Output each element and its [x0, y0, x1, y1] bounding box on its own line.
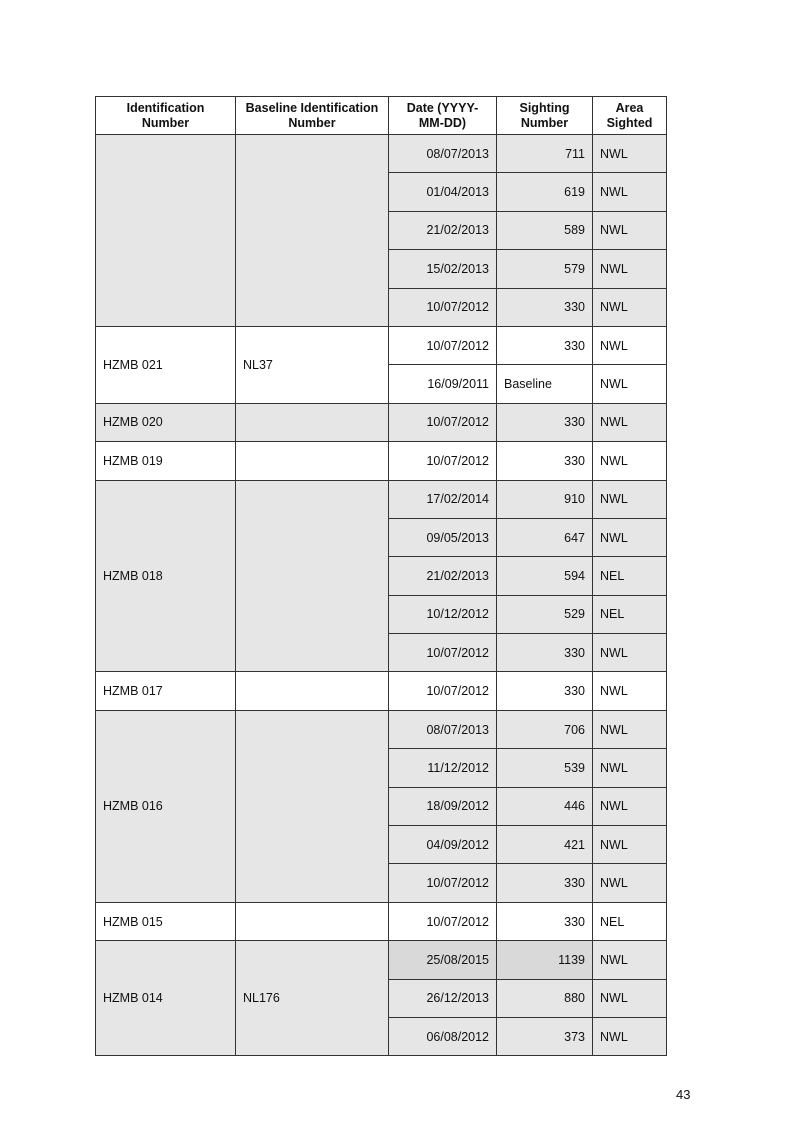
- area-sighted-cell: NWL: [593, 288, 667, 326]
- area-sighted-cell: NWL: [593, 749, 667, 787]
- identification-number-cell: HZMB 015: [96, 902, 236, 940]
- area-sighted-cell: NWL: [593, 173, 667, 211]
- header-identification-number: Identification Number: [96, 97, 236, 135]
- table-row: [96, 710, 667, 748]
- page-number: 43: [676, 1087, 691, 1102]
- sighting-number-cell: 373: [497, 1017, 593, 1055]
- area-sighted-cell: NWL: [593, 365, 667, 403]
- sighting-number-cell: 330: [497, 672, 593, 710]
- date-cell: 04/09/2012: [389, 826, 497, 864]
- date-cell: 10/07/2012: [389, 326, 497, 364]
- area-sighted-cell: NWL: [593, 672, 667, 710]
- baseline-identification-cell: [236, 902, 389, 940]
- baseline-identification-cell: [236, 442, 389, 480]
- sighting-number-cell: 579: [497, 250, 593, 288]
- sighting-number-cell: 330: [497, 864, 593, 902]
- table-row: [96, 135, 667, 173]
- area-sighted-cell: NEL: [593, 595, 667, 633]
- date-cell: 10/07/2012: [389, 634, 497, 672]
- date-cell: 06/08/2012: [389, 1017, 497, 1055]
- header-area-sighted: Area Sighted: [593, 97, 667, 135]
- sighting-number-cell: 330: [497, 442, 593, 480]
- identification-number-cell: HZMB 020: [96, 403, 236, 441]
- baseline-identification-cell: [236, 480, 389, 672]
- sighting-number-cell: 647: [497, 518, 593, 556]
- area-sighted-cell: NWL: [593, 787, 667, 825]
- date-cell: 10/07/2012: [389, 864, 497, 902]
- sightings-table: [95, 96, 667, 1056]
- area-sighted-cell: NEL: [593, 902, 667, 940]
- table-row: [96, 672, 667, 710]
- area-sighted-cell: NWL: [593, 403, 667, 441]
- date-cell: 10/12/2012: [389, 595, 497, 633]
- area-sighted-cell: NWL: [593, 634, 667, 672]
- area-sighted-cell: NWL: [593, 864, 667, 902]
- date-cell: 25/08/2015: [389, 941, 497, 979]
- identification-number-cell: HZMB 018: [96, 480, 236, 672]
- date-cell: 10/07/2012: [389, 902, 497, 940]
- baseline-identification-cell: [236, 672, 389, 710]
- area-sighted-cell: NWL: [593, 326, 667, 364]
- table-row: [96, 902, 667, 940]
- baseline-identification-cell: [236, 135, 389, 327]
- date-cell: 10/07/2012: [389, 403, 497, 441]
- date-cell: 09/05/2013: [389, 518, 497, 556]
- date-cell: 01/04/2013: [389, 173, 497, 211]
- date-cell: 21/02/2013: [389, 211, 497, 249]
- area-sighted-cell: NWL: [593, 710, 667, 748]
- date-cell: 15/02/2013: [389, 250, 497, 288]
- area-sighted-cell: NWL: [593, 211, 667, 249]
- date-cell: 18/09/2012: [389, 787, 497, 825]
- sighting-number-cell: 594: [497, 557, 593, 595]
- area-sighted-cell: NWL: [593, 979, 667, 1017]
- sighting-number-cell: 706: [497, 710, 593, 748]
- table-row: [96, 480, 667, 518]
- area-sighted-cell: NWL: [593, 135, 667, 173]
- identification-number-cell: [96, 135, 236, 327]
- baseline-identification-cell: [236, 403, 389, 441]
- baseline-identification-cell: NL176: [236, 941, 389, 1056]
- sighting-number-cell: 1139: [497, 941, 593, 979]
- table-row: [96, 326, 667, 364]
- identification-number-cell: HZMB 014: [96, 941, 236, 1056]
- sighting-number-cell: 880: [497, 979, 593, 1017]
- area-sighted-cell: NEL: [593, 557, 667, 595]
- area-sighted-cell: NWL: [593, 941, 667, 979]
- date-cell: 10/07/2012: [389, 288, 497, 326]
- table-body: [96, 135, 667, 1056]
- area-sighted-cell: NWL: [593, 480, 667, 518]
- table-row: [96, 403, 667, 441]
- sighting-number-cell: 711: [497, 135, 593, 173]
- area-sighted-cell: NWL: [593, 442, 667, 480]
- date-cell: 16/09/2011: [389, 365, 497, 403]
- date-cell: 21/02/2013: [389, 557, 497, 595]
- table-row: [96, 941, 667, 979]
- sighting-number-cell: 619: [497, 173, 593, 211]
- header-baseline-identification-number: Baseline Identification Number: [236, 97, 389, 135]
- sighting-number-cell: 421: [497, 826, 593, 864]
- sighting-number-cell: 330: [497, 326, 593, 364]
- identification-number-cell: HZMB 016: [96, 710, 236, 902]
- sighting-number-cell: 529: [497, 595, 593, 633]
- sighting-number-cell: 910: [497, 480, 593, 518]
- date-cell: 10/07/2012: [389, 442, 497, 480]
- sighting-number-cell: 539: [497, 749, 593, 787]
- sighting-number-cell: 330: [497, 634, 593, 672]
- identification-number-cell: HZMB 021: [96, 326, 236, 403]
- date-cell: 10/07/2012: [389, 672, 497, 710]
- sighting-number-cell: 330: [497, 288, 593, 326]
- sighting-number-cell: 589: [497, 211, 593, 249]
- header-sighting-number: Sighting Number: [497, 97, 593, 135]
- area-sighted-cell: NWL: [593, 518, 667, 556]
- date-cell: 17/02/2014: [389, 480, 497, 518]
- header-row: [96, 97, 667, 135]
- sighting-number-cell: 330: [497, 902, 593, 940]
- table-row: [96, 442, 667, 480]
- sighting-number-cell: 446: [497, 787, 593, 825]
- identification-number-cell: HZMB 017: [96, 672, 236, 710]
- identification-number-cell: HZMB 019: [96, 442, 236, 480]
- header-date: Date (YYYY-MM-DD): [389, 97, 497, 135]
- sighting-number-cell: Baseline: [497, 365, 593, 403]
- baseline-identification-cell: [236, 710, 389, 902]
- area-sighted-cell: NWL: [593, 250, 667, 288]
- sighting-number-cell: 330: [497, 403, 593, 441]
- baseline-identification-cell: NL37: [236, 326, 389, 403]
- date-cell: 11/12/2012: [389, 749, 497, 787]
- date-cell: 08/07/2013: [389, 135, 497, 173]
- area-sighted-cell: NWL: [593, 826, 667, 864]
- date-cell: 26/12/2013: [389, 979, 497, 1017]
- area-sighted-cell: NWL: [593, 1017, 667, 1055]
- date-cell: 08/07/2013: [389, 710, 497, 748]
